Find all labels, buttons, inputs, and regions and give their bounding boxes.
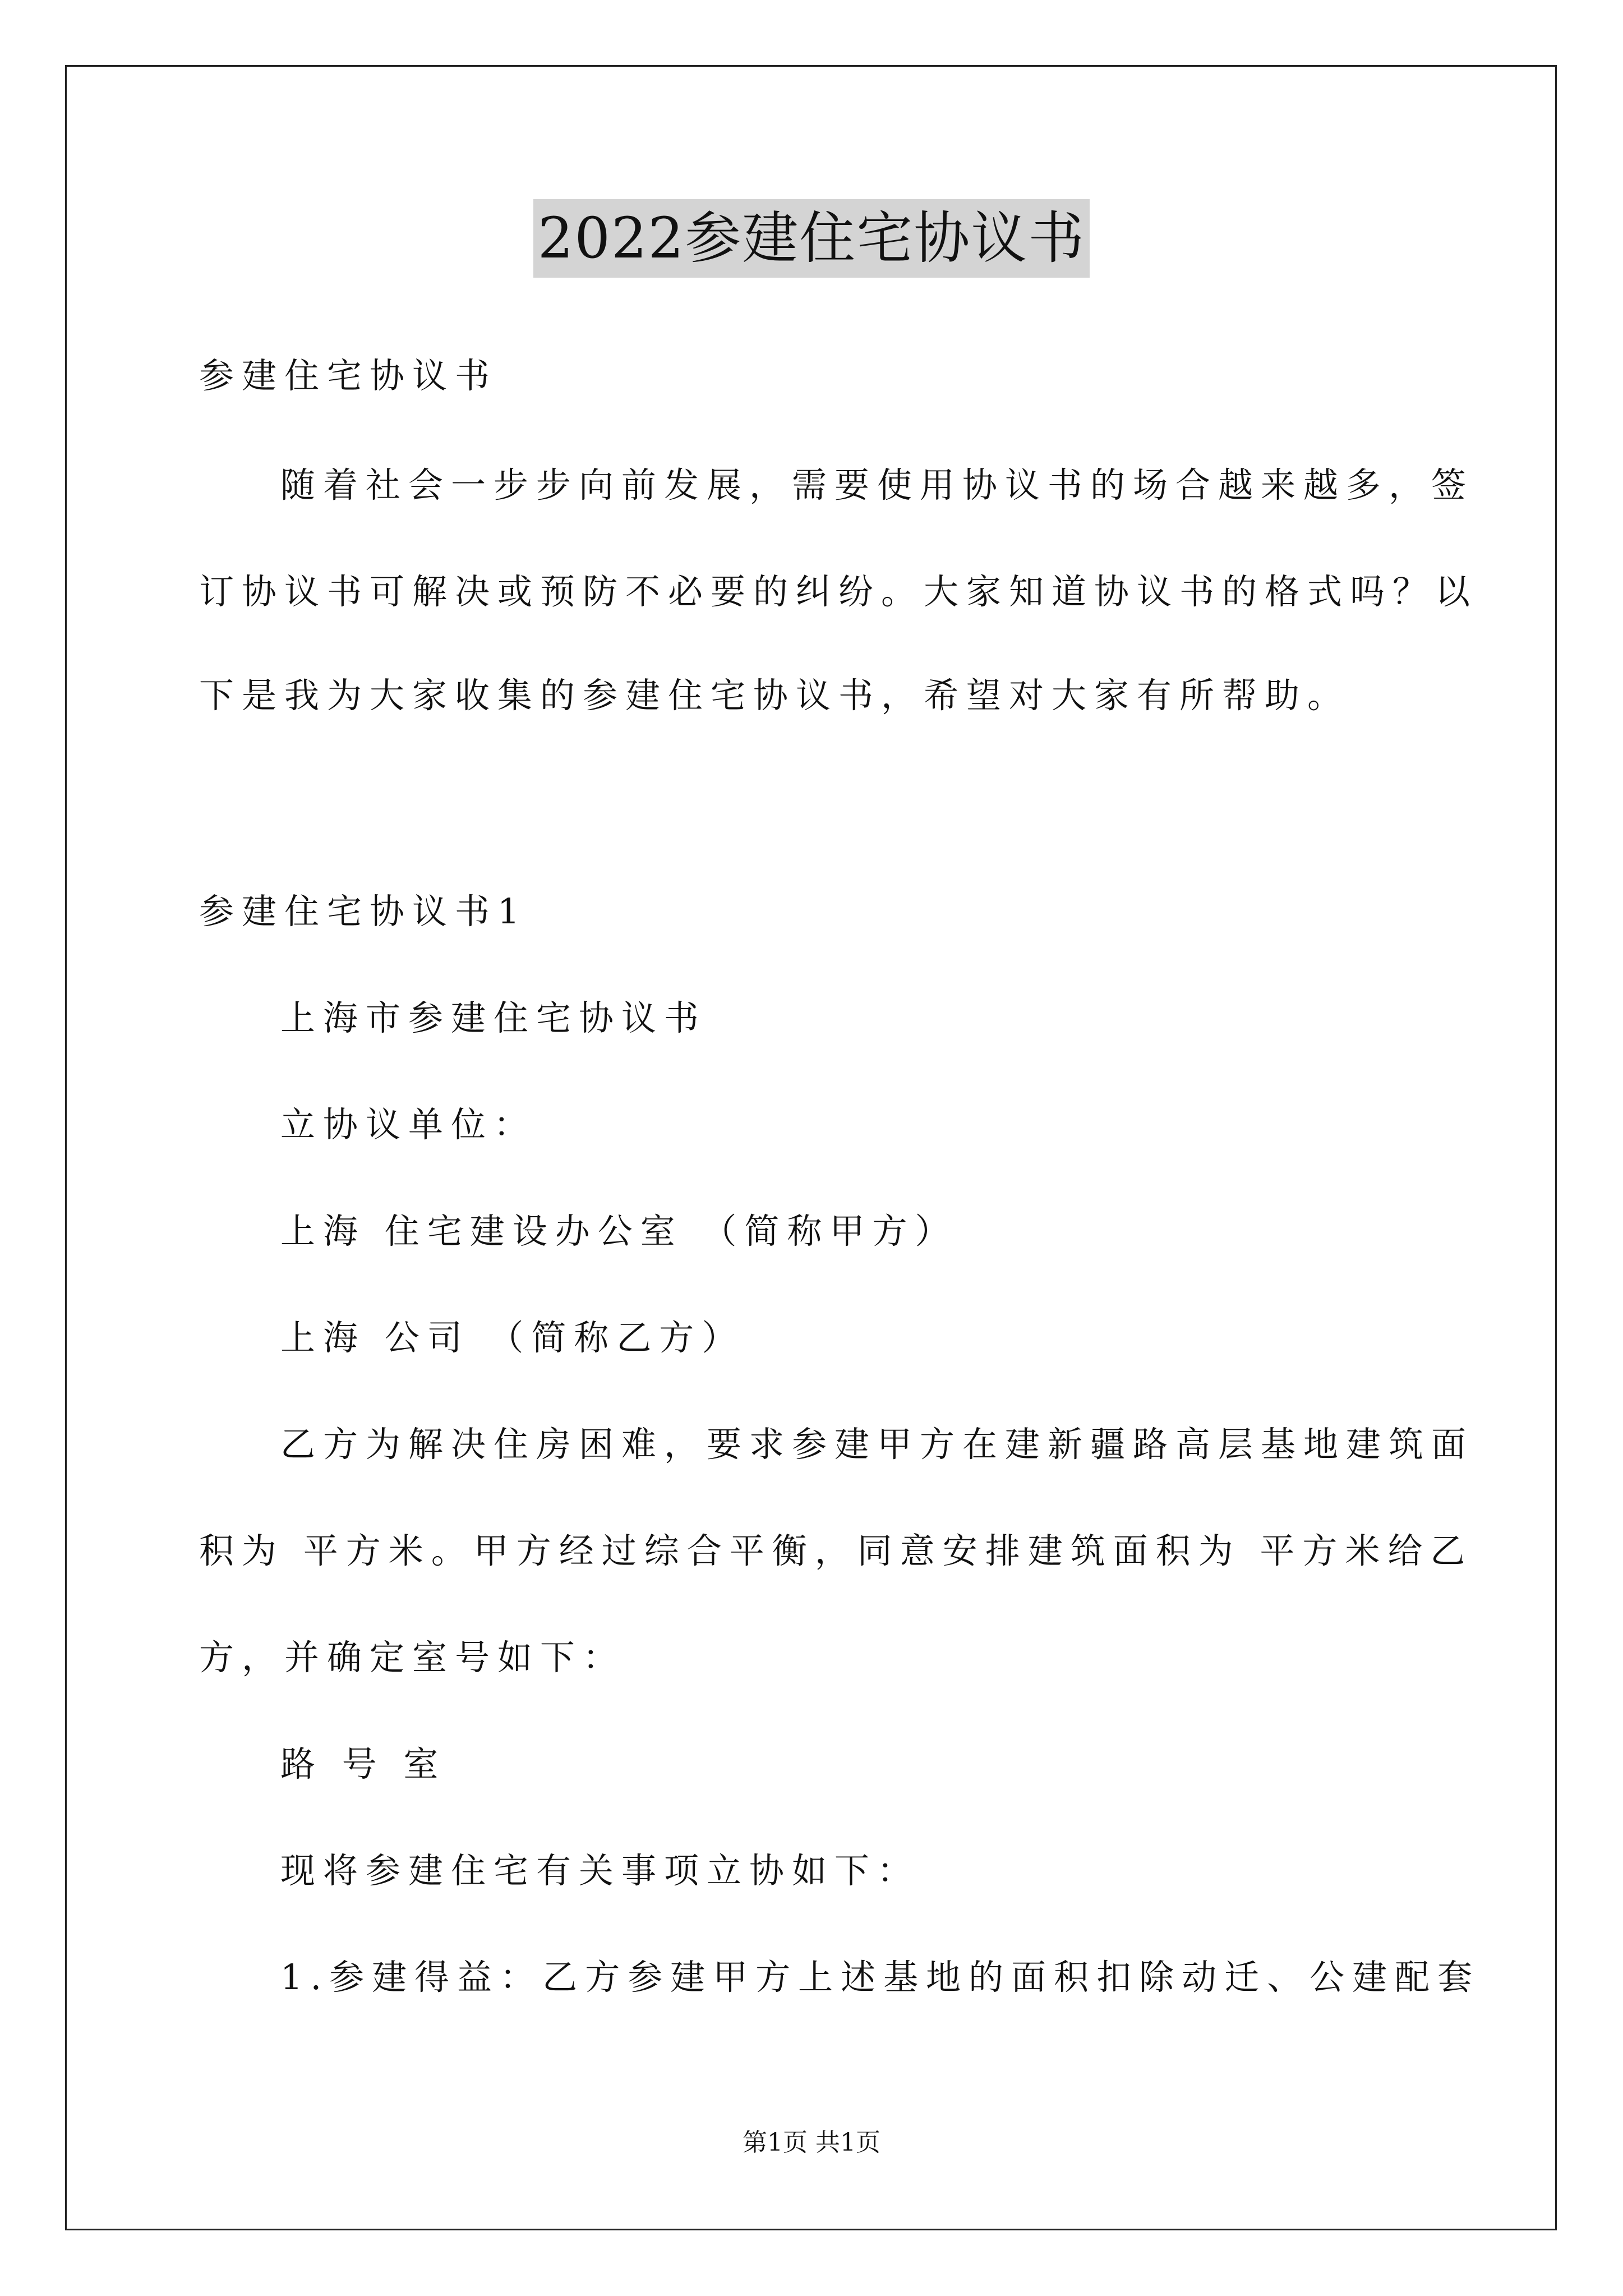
intro-line-3: 下是我为大家收集的参建住宅协议书，希望对大家有所帮助。: [199, 675, 1350, 716]
party-a: 上海 住宅建设办公室 （简称甲方）: [280, 1211, 958, 1251]
body-line-3: 方，并确定室号如下：: [199, 1637, 626, 1678]
parties-label: 立协议单位：: [280, 1104, 537, 1145]
document-title: 2022参建住宅协议书: [533, 199, 1090, 278]
section-heading: 参建住宅协议书1: [199, 891, 528, 932]
agreement-title: 上海市参建住宅协议书: [280, 997, 707, 1038]
document-title-block: [0, 199, 1623, 278]
intro-line-1: 随着社会一步步向前发展，需要使用协议书的场合越来越多，签: [280, 464, 1474, 505]
items-intro: 现将参建住宅有关事项立协如下：: [280, 1850, 920, 1891]
page-footer: 第1页 共1页: [743, 2128, 880, 2157]
room-line: 路 号 室: [280, 1743, 446, 1784]
item-1: 1.参建得益：乙方参建甲方上述基地的面积扣除动迁、公建配套: [280, 1957, 1481, 1998]
intro-line-2: 订协议书可解决或预防不必要的纠纷。大家知道协议书的格式吗？以: [199, 571, 1478, 612]
body-line-1: 乙方为解决住房困难，要求参建甲方在建新疆路高层基地建筑面: [280, 1424, 1474, 1465]
party-b: 上海 公司 （简称乙方）: [280, 1317, 745, 1358]
body-line-2: 积为 平方米。甲方经过综合平衡，同意安排建筑面积为 平方米给乙: [199, 1530, 1473, 1571]
document-subtitle: 参建住宅协议书: [199, 355, 498, 396]
